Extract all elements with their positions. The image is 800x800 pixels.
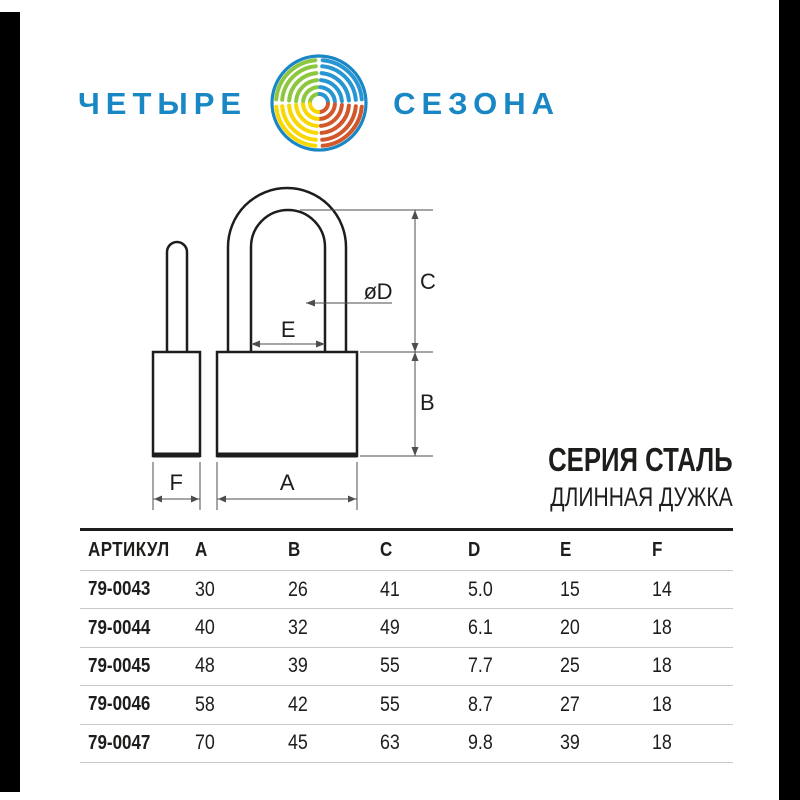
dim-label-f: F: [169, 470, 183, 495]
cell-value: [552, 693, 644, 717]
cell-value: [372, 693, 460, 717]
cell-article: [80, 617, 187, 640]
dim-value: 18: [652, 692, 672, 716]
logo-season-green: [276, 60, 318, 102]
arrowhead: [412, 447, 419, 456]
dim-value: 48: [195, 654, 215, 678]
cell-value: [644, 731, 733, 755]
logo-ring: [272, 56, 366, 150]
dim-value: 55: [380, 692, 400, 716]
arrowhead: [412, 352, 419, 361]
side-view-shackle: [167, 242, 187, 352]
logo-season-orange: [320, 104, 362, 146]
arrowhead: [251, 341, 260, 348]
cell-value: [552, 731, 644, 755]
dim-label-c: C: [420, 269, 436, 294]
logo-season-yellow: [276, 104, 318, 146]
four-seasons-logo-icon: [269, 53, 369, 153]
left-black-bar: [0, 12, 20, 792]
cell-value: [552, 578, 644, 602]
dim-value: 45: [288, 731, 308, 755]
table-row: [80, 647, 733, 685]
dim-value: 58: [195, 692, 215, 716]
series-title-block: [496, 443, 733, 511]
cell-value: [552, 654, 644, 678]
dim-label-a: A: [279, 470, 295, 495]
cell-value: [644, 578, 733, 602]
spec-table: [80, 528, 733, 763]
table-row: [80, 608, 733, 646]
arrowhead: [306, 300, 315, 307]
dim-value: 27: [560, 692, 580, 716]
cell-value: [187, 616, 280, 640]
cell-value: [460, 693, 552, 717]
header-label: C: [380, 539, 393, 561]
cell-value: [280, 578, 372, 602]
cell-article: [80, 693, 187, 716]
dim-value: 15: [560, 577, 580, 601]
cell-value: [372, 731, 460, 755]
header-label: B: [288, 539, 301, 561]
logo-season-blue: [320, 60, 362, 102]
cell-value: [644, 693, 733, 717]
header-label: A: [195, 539, 208, 561]
dim-value: 32: [288, 616, 308, 640]
article-number: 79-0045: [88, 654, 151, 677]
dim-value: 6.1: [468, 616, 493, 640]
dim-value: 7.7: [468, 654, 493, 678]
header-cell-a: [187, 539, 280, 562]
cell-value: [280, 616, 372, 640]
dim-value: 9.8: [468, 731, 493, 755]
article-number: 79-0046: [88, 693, 151, 716]
table-header-row: [80, 531, 733, 570]
cell-value: [187, 693, 280, 717]
header-label: E: [560, 539, 572, 561]
cell-value: [460, 654, 552, 678]
cell-value: [280, 654, 372, 678]
cell-value: [552, 616, 644, 640]
brand-header: [78, 53, 560, 153]
arrowhead: [412, 343, 419, 352]
cell-article: [80, 655, 187, 678]
cell-value: [280, 731, 372, 755]
cell-value: [460, 616, 552, 640]
arrowhead: [154, 496, 162, 503]
dim-value: 70: [195, 731, 215, 755]
arrowhead: [412, 210, 419, 219]
cell-value: [460, 578, 552, 602]
article-number: 79-0044: [88, 616, 151, 639]
brand-word-right: СЕЗОНА: [393, 85, 561, 121]
header-label: D: [468, 539, 481, 561]
dim-value: 18: [652, 654, 672, 678]
dim-value: 14: [652, 577, 672, 601]
dim-value: 8.7: [468, 692, 493, 716]
header-label: F: [652, 539, 663, 561]
dim-value: 40: [195, 616, 215, 640]
cell-value: [187, 578, 280, 602]
cell-value: [460, 731, 552, 755]
dim-label-diameter: øD: [363, 279, 392, 304]
table-row: [80, 724, 733, 762]
side-view-body: [153, 352, 200, 456]
right-black-bar: [779, 0, 800, 800]
cell-value: [372, 654, 460, 678]
cell-article: [80, 578, 187, 601]
dim-label-b: B: [420, 390, 435, 415]
cell-value: [280, 693, 372, 717]
cell-value: [372, 616, 460, 640]
dim-value: 18: [652, 731, 672, 755]
dim-value: 39: [560, 731, 580, 755]
arrowhead: [348, 496, 356, 503]
table-row: [80, 685, 733, 723]
dim-value: 39: [288, 654, 308, 678]
cell-value: [187, 731, 280, 755]
dim-value: 42: [288, 692, 308, 716]
cell-value: [644, 616, 733, 640]
header-cell-e: [552, 539, 644, 562]
dim-value: 18: [652, 616, 672, 640]
header-cell-d: [460, 539, 552, 562]
dim-value: 5.0: [468, 577, 493, 601]
dim-value: 49: [380, 616, 400, 640]
article-number: 79-0043: [88, 578, 151, 601]
arrowhead: [218, 496, 226, 503]
dim-value: 26: [288, 577, 308, 601]
dim-label-e: E: [280, 317, 296, 342]
dim-value: 30: [195, 577, 215, 601]
cell-value: [644, 654, 733, 678]
header-cell-b: [280, 539, 372, 562]
cell-value: [372, 578, 460, 602]
arrowhead: [316, 341, 325, 348]
dim-value: 55: [380, 654, 400, 678]
header-cell-f: [644, 539, 733, 562]
cell-article: [80, 732, 187, 755]
padlock-technical-drawing: [140, 180, 460, 515]
brand-word-left: ЧЕТЫРЕ: [78, 85, 248, 121]
arrowhead: [191, 496, 199, 503]
header-cell-article: [80, 539, 187, 562]
front-view-body: [217, 352, 357, 456]
dim-value: 25: [560, 654, 580, 678]
series-title: СЕРИЯ СТАЛЬ: [548, 441, 733, 478]
series-subtitle: ДЛИННАЯ ДУЖКА: [550, 482, 733, 512]
dim-value: 41: [380, 577, 400, 601]
table-row: [80, 570, 733, 608]
cell-value: [187, 654, 280, 678]
dim-value: 20: [560, 616, 580, 640]
dim-value: 63: [380, 731, 400, 755]
header-label: АРТИКУЛ: [88, 539, 170, 561]
header-cell-c: [372, 539, 460, 562]
article-number: 79-0047: [88, 731, 151, 754]
